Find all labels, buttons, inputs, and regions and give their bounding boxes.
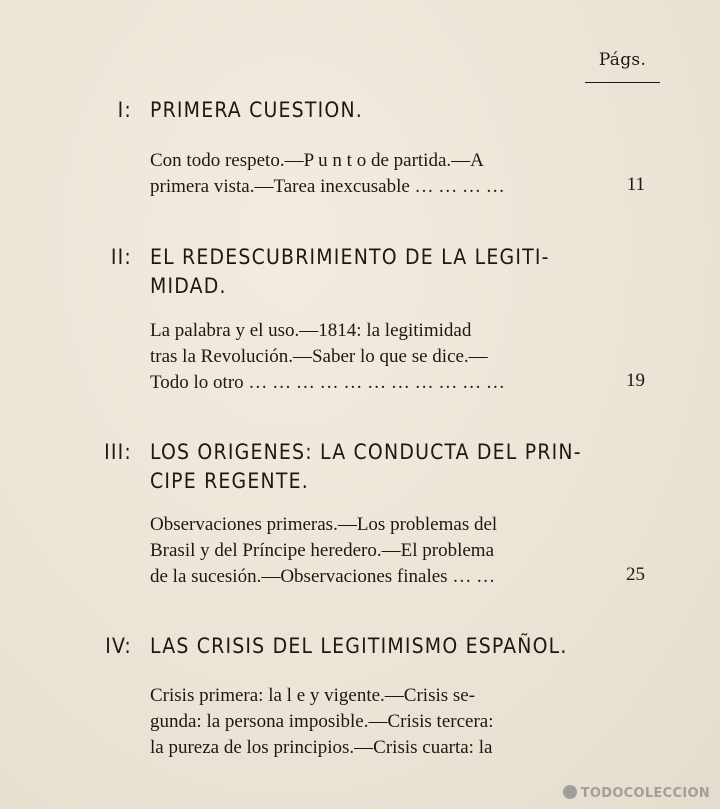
chapter-title-line: MIDAD. bbox=[150, 274, 227, 298]
chapter-heading bbox=[82, 632, 642, 661]
entry-line: tras la Revolución.—Saber lo que se dice.— bbox=[150, 346, 488, 367]
chapter-entry bbox=[150, 148, 584, 200]
pages-column-header bbox=[585, 50, 660, 83]
watermark-logo-icon bbox=[563, 785, 577, 799]
entry-line: gunda: la persona imposible.—Crisis tercera: bbox=[150, 711, 494, 732]
watermark-text: TODOCOLECCION bbox=[580, 786, 710, 801]
chapter-number: II: bbox=[110, 245, 132, 269]
chapter-number: I: bbox=[117, 98, 132, 122]
chapter-title-line: LOS ORIGENES: LA CONDUCTA DEL PRIN- bbox=[150, 440, 582, 464]
entry-line: Con todo respeto.—P u n t o de partida.—A bbox=[150, 150, 484, 171]
chapter-heading bbox=[82, 243, 642, 301]
entry-line: la pureza de los principios.—Crisis cuarta: la bbox=[150, 737, 493, 758]
entry-line: Brasil y del Príncipe heredero.—El problema bbox=[150, 540, 495, 561]
chapter-number: IV: bbox=[105, 634, 132, 658]
pages-label: Págs. bbox=[598, 50, 647, 70]
watermark bbox=[563, 785, 710, 801]
page-number: 11 bbox=[626, 174, 645, 195]
entry-line: La palabra y el uso.—1814: la legitimidad bbox=[150, 320, 472, 341]
chapter-entry bbox=[150, 683, 584, 761]
entry-line: de la sucesión.—Observaciones finales … … bbox=[150, 566, 496, 587]
entry-line: Todo lo otro … … … … … … … … … … … bbox=[150, 372, 505, 393]
header-rule bbox=[585, 82, 660, 83]
entry-line: Observaciones primeras.—Los problemas del bbox=[150, 514, 498, 535]
entry-line: primera vista.—Tarea inexcusable … … … … bbox=[150, 176, 505, 197]
chapter-heading bbox=[82, 438, 642, 496]
chapter-title-line: PRIMERA CUESTION. bbox=[150, 98, 363, 122]
chapter-title-line: CIPE REGENTE. bbox=[150, 469, 309, 493]
chapter-entry bbox=[150, 512, 584, 590]
chapter-number: III: bbox=[104, 440, 132, 464]
chapter-title-line: EL REDESCUBRIMIENTO DE LA LEGITI- bbox=[150, 245, 550, 269]
chapter-heading bbox=[82, 96, 642, 125]
chapter-title-line: LAS CRISIS DEL LEGITIMISMO ESPAÑOL. bbox=[150, 634, 568, 658]
page-number: 19 bbox=[626, 370, 645, 391]
entry-line: Crisis primera: la l e y vigente.—Crisis se- bbox=[150, 685, 476, 706]
chapter-entry bbox=[150, 318, 584, 396]
page-number: 25 bbox=[626, 564, 645, 585]
